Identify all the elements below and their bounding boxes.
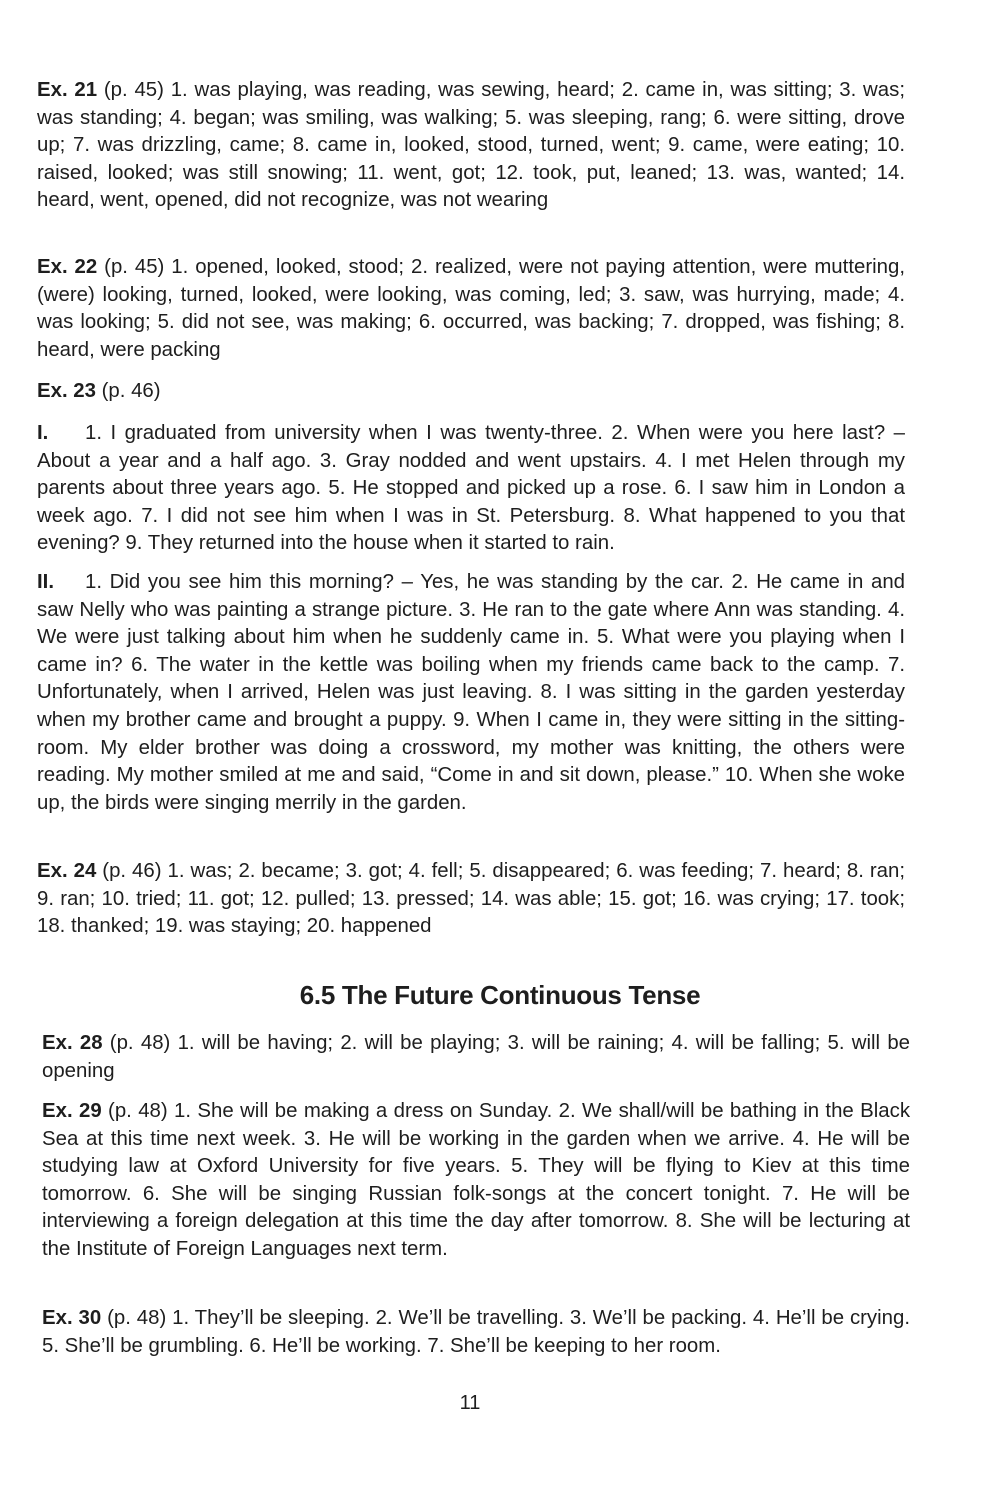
exercise-30: [42, 1305, 910, 1360]
part-text: 1. Did you see him this morning? – Yes, he was standing by the car. 2. He came in and saw Nelly who was painting a strange picture. 3. He ran to the gate where Ann was standing. 4. We were just talking about him when he suddenly came in. 5. What were you playing when I came in? 6. The water in the kettle was boiling when my friends came back to the camp. 7. Unfortunately, when I arrived, Helen was just leaving. 8. I was sitting in the garden yesterday when my brother came and brought a puppy. 9. When I came in, they were sitting in the sitting-room. My elder brother was doing a crossword, my mother was knitting, the others were reading. My mother smiled at me and said, “Come in and sit down, please.” 10. When she woke up, the birds were singing merrily in the garden.: [37, 571, 905, 814]
exercise-label: Ex. 21: [37, 79, 98, 101]
exercise-28: [42, 1030, 910, 1085]
exercise-text: (p. 48) 1. They’ll be sleeping. 2. We’ll be travelling. 3. We’ll be packing. 4. He’ll be crying. 5. She’ll be grumbling. 6. He’ll be working. 7. She’ll be keeping to her room.: [42, 1307, 911, 1357]
part-label: I.: [37, 422, 49, 444]
exercise-label: Ex. 28: [42, 1032, 103, 1054]
exercise-24: [37, 858, 905, 941]
exercise-label: Ex. 23: [37, 380, 96, 402]
page-number: 11: [459, 1392, 481, 1414]
part-label: II.: [37, 571, 54, 593]
exercise-text: (p. 46) 1. was; 2. became; 3. got; 4. fell; 5. disappeared; 6. was feeding; 7. heard; 8. ran; 9. ran; 10. tried; 11. got; 12. pulled; 13. pressed; 14. was able; 15. got; 16. was crying; 17. took; 18. thanked; 19. was staying; 20. happened: [37, 860, 905, 938]
exercise-label: Ex. 22: [37, 256, 98, 278]
exercise-label: Ex. 29: [42, 1100, 102, 1122]
exercise-text: (p. 48) 1. will be having; 2. will be playing; 3. will be raining; 4. will be falling; 5. will be opening: [42, 1032, 910, 1082]
exercise-29: [42, 1098, 910, 1264]
exercise-text: (p. 46): [95, 380, 161, 402]
exercise-22: [37, 254, 905, 364]
exercise-text: (p. 48) 1. She will be making a dress on Sunday. 2. We shall/will be bathing in the Black Sea at this time next week. 3. He will be working in the garden when we arrive. 4. He will be studying law at Oxford University for five years. 5. They will be flying to Kiev at this time tomorrow. 6. She will be singing Russian folk-songs at the concert tonight. 7. He will be interviewing a foreign delegation at this time the day after tomorrow. 8. She will be lecturing at the Institute of Foreign Languages next term.: [42, 1100, 911, 1260]
exercise-text: (p. 45) 1. opened, looked, stood; 2. realized, were not paying attention, were muttering, (were) looking, turned, looked, were looking, was coming, led; 3. saw, was hurrying, made; 4. was looking; 5. did not see, was making; 6. occurred, was backing; 7. dropped, was fishing; 8. heard, were packing: [37, 256, 905, 361]
exercise-23: [37, 378, 905, 406]
part-text: 1. I graduated from university when I was twenty-three. 2. When were you here last? – About a year and a half ago. 3. Gray nodded and went upstairs. 4. I met Helen through my parents about three years ago. 5. He stopped and picked up a rose. 6. I saw him in London a week ago. 7. I did not see him when I was in St. Petersburg. 8. What happened to you that evening? 9. They returned into the house when it started to rain.: [37, 422, 905, 555]
exercise-23-part-2: [37, 569, 905, 817]
exercise-23-part-1: [37, 420, 905, 558]
exercise-label: Ex. 30: [42, 1307, 102, 1329]
exercise-21: [37, 77, 905, 215]
section-heading: 6.5 The Future Continuous Tense: [299, 980, 701, 1010]
exercise-label: Ex. 24: [37, 860, 97, 882]
exercise-text: (p. 45) 1. was playing, was reading, was sewing, heard; 2. came in, was sitting; 3. was; was standing; 4. began; was smiling, was walking; 5. was sleeping, rang; 6. were sitting, drove up; 7. was drizzling, came; 8. came in, looked, stood, turned, went; 9. came, were eating; 10. raised, looked; was still snowing; 11. went, got; 12. took, put, leaned; 13. was, wanted; 14. heard, went, opened, did not recognize, was not wearing: [37, 79, 905, 212]
